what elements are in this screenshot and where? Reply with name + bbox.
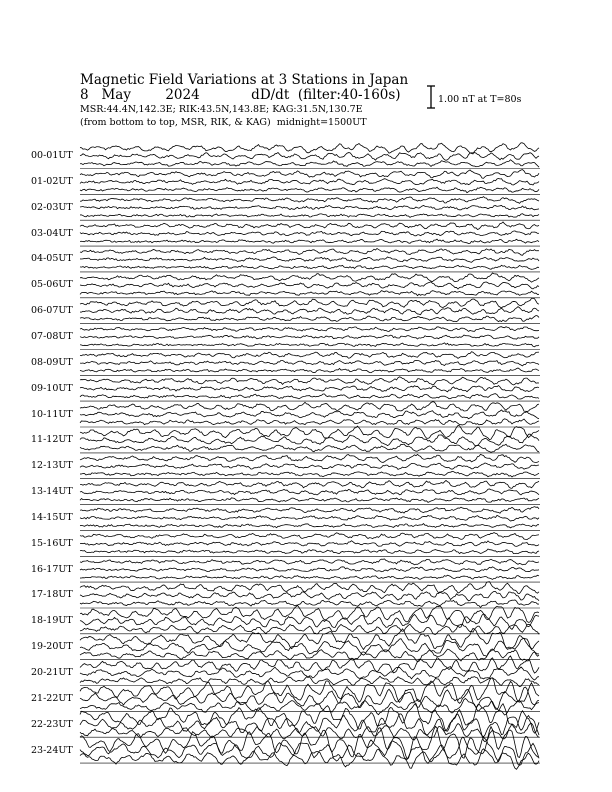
chart-title: Magnetic Field Variations at 3 Stations in Japan xyxy=(80,72,409,88)
station-trace xyxy=(80,515,539,521)
hour-label: 11-12UT xyxy=(31,434,73,446)
station-trace xyxy=(80,257,539,262)
station-trace xyxy=(80,582,539,594)
station-trace xyxy=(80,335,539,339)
midnight-note: midnight=1500UT xyxy=(276,117,367,128)
station-trace xyxy=(80,463,539,469)
station-trace xyxy=(80,178,539,185)
station-trace xyxy=(80,567,539,572)
station-trace xyxy=(80,480,539,488)
station-trace xyxy=(80,343,539,347)
hour-label: 19-20UT xyxy=(31,641,73,653)
date-year: 2024 xyxy=(165,87,200,103)
hour-label: 20-21UT xyxy=(31,667,73,678)
station-trace xyxy=(80,205,539,209)
station-trace xyxy=(80,723,539,741)
station-trace xyxy=(80,454,539,462)
station-trace xyxy=(80,273,539,282)
station-trace xyxy=(80,472,539,477)
station-trace xyxy=(80,170,539,179)
hour-label: 15-16UT xyxy=(31,537,73,549)
filter-label: (filter:40-160s) xyxy=(297,87,401,103)
hour-label: 03-04UT xyxy=(31,227,73,239)
station-trace xyxy=(80,152,539,160)
station-trace xyxy=(80,507,539,514)
hour-label: 00-01UT xyxy=(31,150,73,161)
hour-label: 01-02UT xyxy=(31,175,73,187)
hour-label: 21-22UT xyxy=(31,692,73,704)
hour-label: 07-08UT xyxy=(31,330,73,342)
station-trace xyxy=(80,737,539,765)
station-trace xyxy=(80,298,539,308)
station-trace xyxy=(80,498,539,503)
station-trace xyxy=(80,197,539,204)
date-day: 8 xyxy=(80,87,89,103)
station-trace xyxy=(80,549,539,554)
hour-label: 10-11UT xyxy=(31,408,73,420)
date-month: May xyxy=(101,87,131,103)
station-trace xyxy=(80,239,539,243)
station-trace xyxy=(80,368,539,373)
hour-label: 05-06UT xyxy=(31,279,73,291)
station-trace xyxy=(80,575,539,579)
order-note: (from bottom to top, MSR, RIK, & KAG) xyxy=(80,117,271,128)
station-trace xyxy=(80,291,539,296)
station-trace xyxy=(80,559,539,565)
station-trace xyxy=(80,600,539,608)
hour-label: 06-07UT xyxy=(31,305,73,317)
station-trace xyxy=(80,231,539,236)
hour-label: 08-09UT xyxy=(31,356,73,368)
hour-label: 12-13UT xyxy=(31,460,73,472)
scale-label: 1.00 nT at T=80s xyxy=(438,94,522,105)
station-trace xyxy=(80,624,539,634)
station-trace xyxy=(80,352,539,359)
hour-label: 13-14UT xyxy=(31,486,73,498)
station-trace xyxy=(80,307,539,315)
station-trace xyxy=(80,533,539,540)
quantity-label: dD/dt xyxy=(251,87,290,103)
station-trace xyxy=(80,214,539,218)
station-trace xyxy=(80,360,539,366)
station-trace xyxy=(80,222,539,230)
stations-line: MSR:44.4N,142.3E; RIK:43.5N,143.8E; KAG:31.5N,130.7E xyxy=(80,104,363,115)
station-trace xyxy=(80,248,539,255)
station-trace xyxy=(80,425,539,439)
traces xyxy=(80,143,540,770)
station-trace xyxy=(80,541,539,547)
hour-label: 16-17UT xyxy=(31,563,73,575)
station-trace xyxy=(80,410,539,419)
station-trace xyxy=(80,524,539,528)
station-trace xyxy=(80,434,539,446)
hour-label: 22-23UT xyxy=(31,718,73,730)
station-trace xyxy=(80,327,539,332)
station-trace xyxy=(80,394,539,399)
station-trace xyxy=(80,160,539,167)
station-trace xyxy=(80,444,539,452)
hour-label: 14-15UT xyxy=(31,511,73,523)
hour-label: 04-05UT xyxy=(31,253,73,265)
station-trace xyxy=(80,282,539,289)
hour-label: 09-10UT xyxy=(31,382,73,394)
station-trace xyxy=(80,386,539,392)
hour-label: 23-24UT xyxy=(31,744,73,756)
station-trace xyxy=(80,265,539,269)
station-trace xyxy=(80,489,539,495)
station-trace xyxy=(80,419,539,425)
station-trace xyxy=(80,676,539,686)
station-trace xyxy=(80,402,539,412)
station-trace xyxy=(80,316,539,322)
hour-label: 17-18UT xyxy=(31,589,73,601)
station-trace xyxy=(80,187,539,193)
hour-label: 02-03UT xyxy=(31,201,73,213)
station-trace xyxy=(80,614,539,630)
station-trace xyxy=(80,377,539,385)
hour-label: 18-19UT xyxy=(31,615,73,627)
station-trace xyxy=(80,143,539,154)
station-trace xyxy=(80,591,539,600)
